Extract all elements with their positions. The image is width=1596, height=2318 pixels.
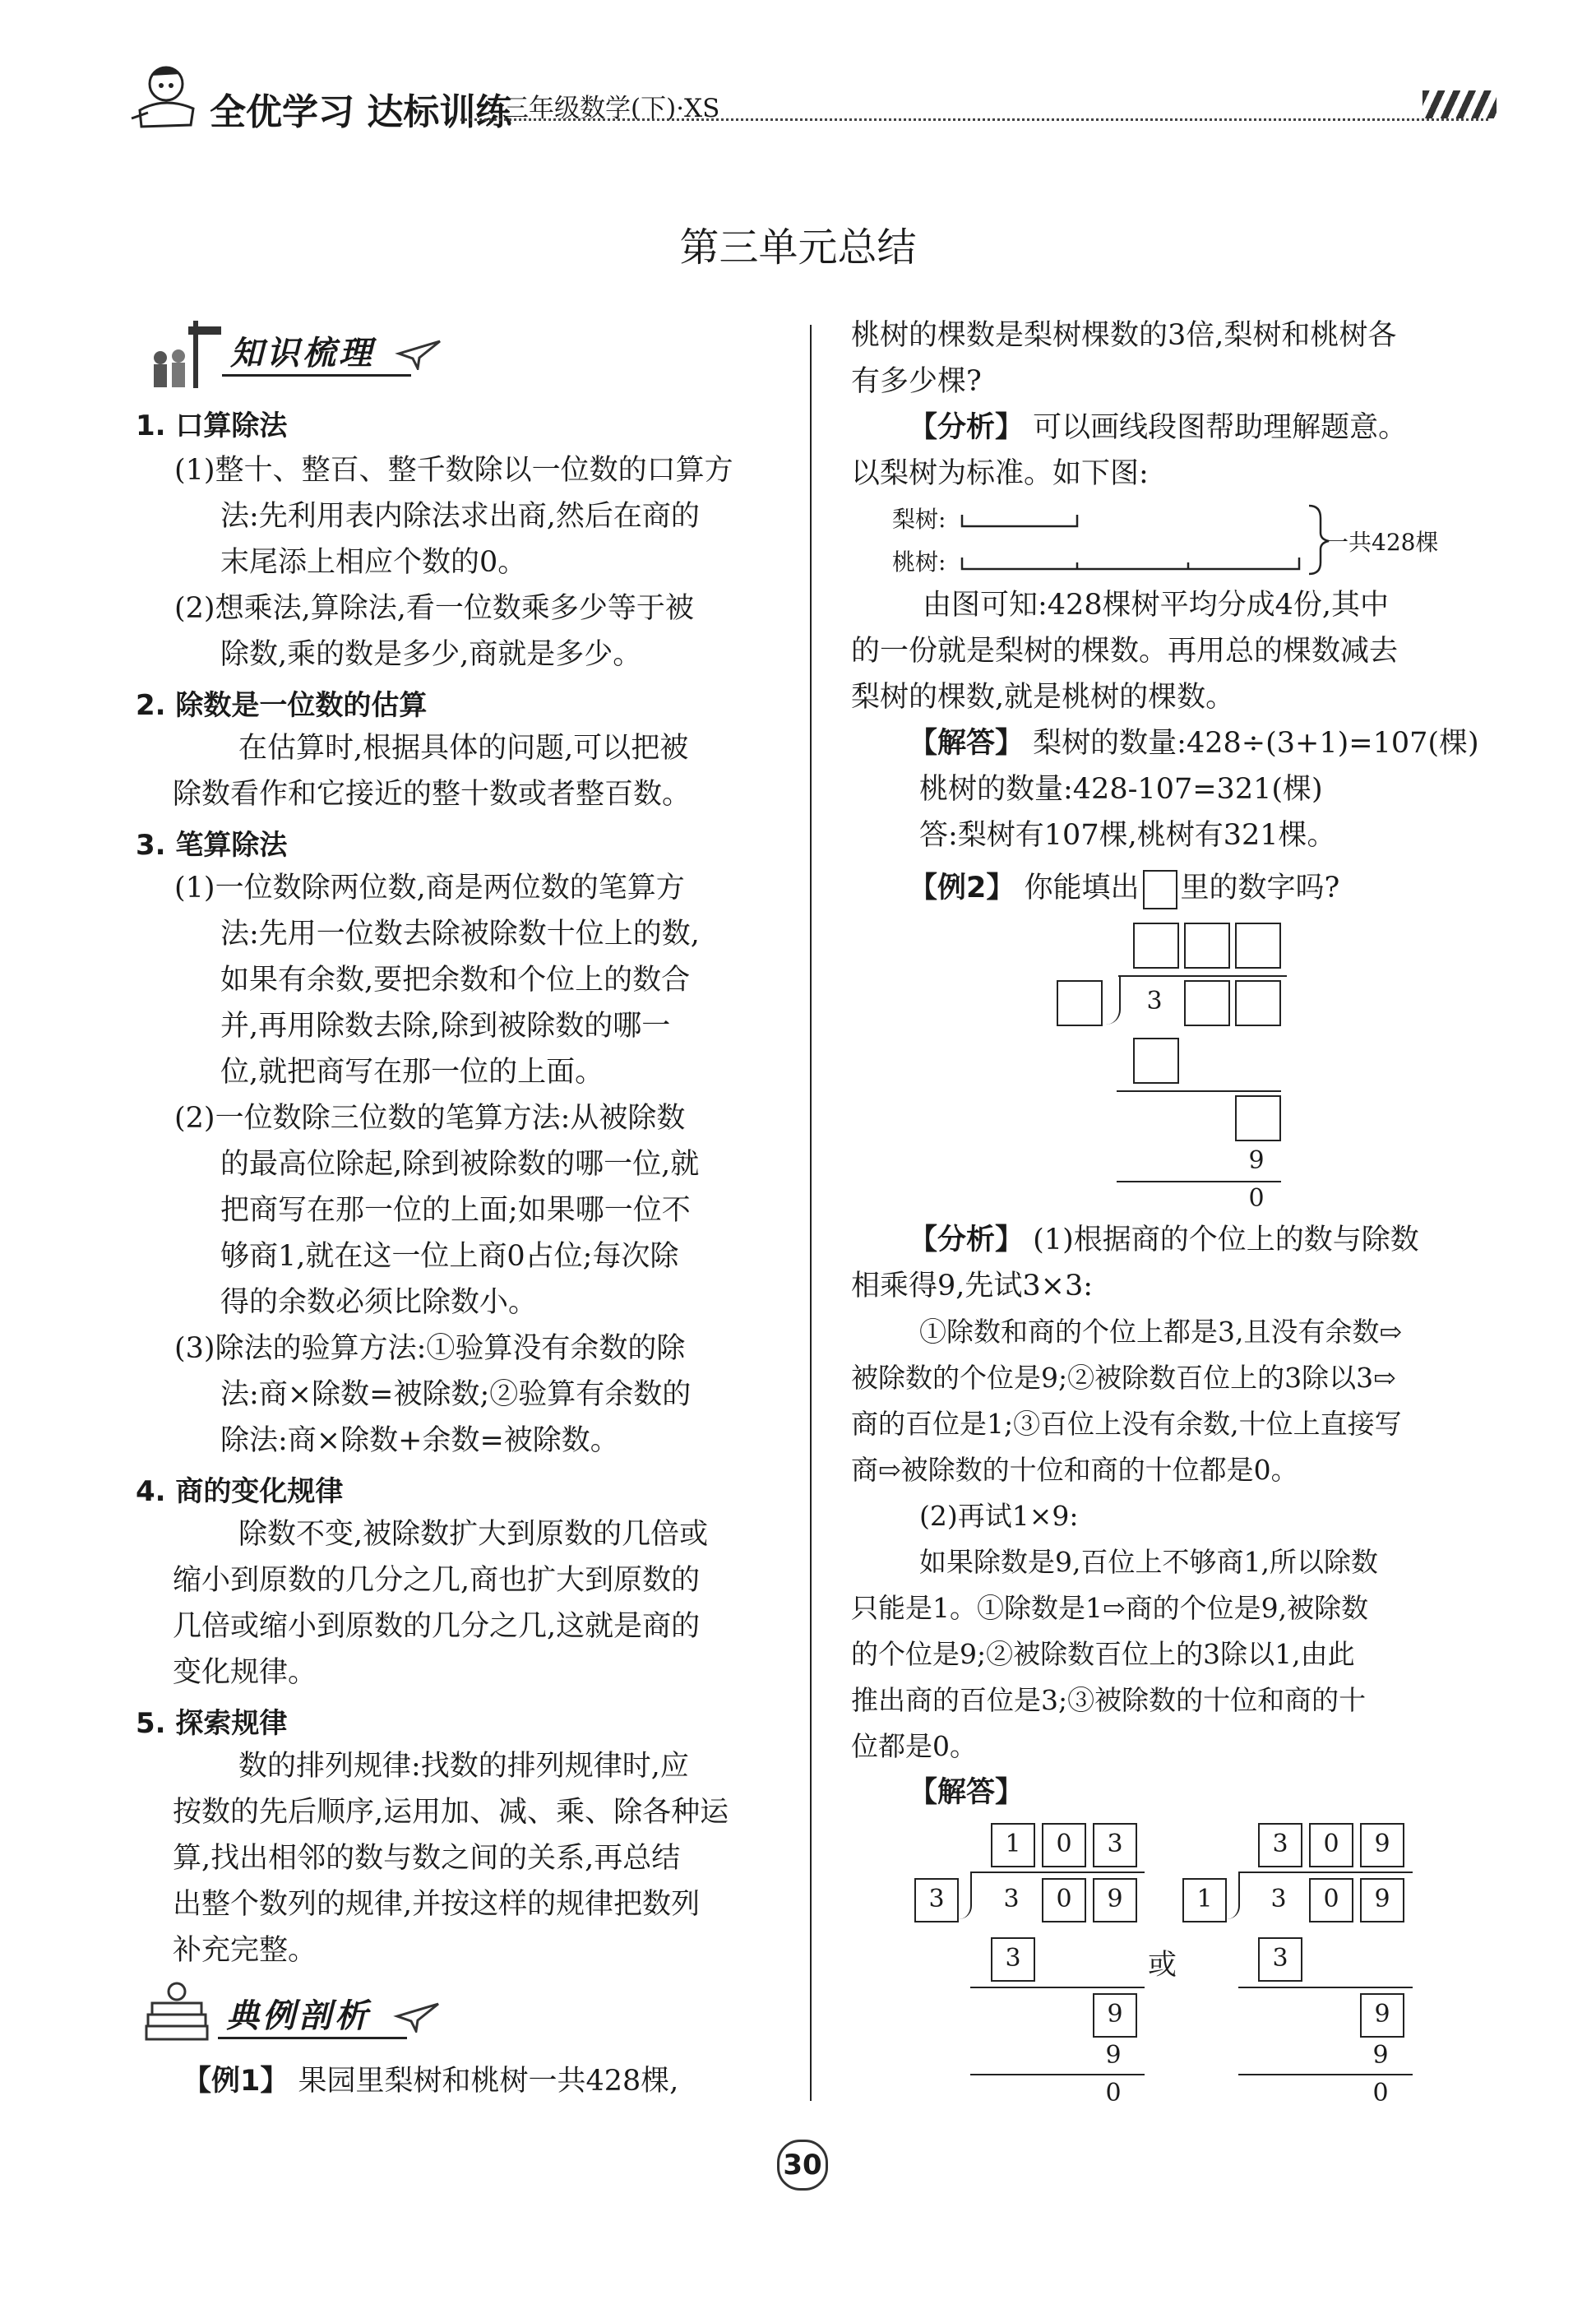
k-3c-1: (3)除法的验算方法:①验算没有余数的除 — [174, 1332, 686, 1365]
header-brand: 全优学习 达标训练 — [210, 91, 512, 133]
example1-analysis-1 — [909, 405, 1558, 451]
analysis-tag: 【分析】 — [909, 411, 1025, 444]
dividend-digit-3: 3 — [1146, 987, 1163, 1016]
ex2-a1-3: ①除数和商的个位上都是3,且没有余数⇨ — [919, 1316, 1403, 1348]
sol2-r: 0 — [1372, 2079, 1389, 2107]
blank-divisor[interactable] — [1057, 980, 1103, 1026]
sol2-d1: 3 — [1270, 1885, 1287, 1913]
k-5-4: 出整个数列的规律,并按这样的规律把数列 — [173, 1888, 701, 1921]
mascot-icon — [115, 59, 206, 133]
sol2-line2 — [1238, 2074, 1413, 2075]
section-underline — [222, 374, 411, 377]
example1-text-2: 桃树的棵数是梨树棵数的3倍,梨树和桃树各 — [851, 319, 1397, 352]
answer-tag: 【解答】 — [909, 727, 1025, 760]
sol1-d2: 0 — [1042, 1878, 1086, 1922]
division-bar — [1118, 975, 1287, 977]
ex2-a2-5: 推出商的百位是3;③被除数的十位和商的十 — [851, 1684, 1367, 1716]
heading-2: 2. 除数是一位数的估算 — [136, 689, 428, 722]
section-examples-title: 典例剖析 — [226, 1997, 371, 2035]
sol2-d3: 9 — [1360, 1878, 1404, 1922]
ex2-a2-3: 只能是1。①除数是1⇨商的个位是9,被除数 — [851, 1592, 1369, 1624]
blank-sub-2[interactable] — [1235, 1095, 1281, 1141]
page-number: 30 — [777, 2140, 828, 2191]
answer-1 — [909, 720, 1566, 766]
ex2-a1-5: 商的百位是1;③百位上没有余数,十位上直接写 — [851, 1408, 1402, 1440]
sol2-s3: 9 — [1372, 2041, 1389, 2070]
label-pear: 梨树: — [892, 506, 946, 533]
sol2-bar — [1238, 1872, 1413, 1873]
k-1a-1: (1)整十、整百、整千数除以一位数的口算方 — [174, 454, 733, 487]
sol2-q1: 3 — [1258, 1823, 1302, 1867]
sol1-divisor: 3 — [914, 1878, 959, 1922]
sub-line-2 — [1117, 1181, 1281, 1182]
k-5-5: 补充完整。 — [173, 1934, 317, 1967]
books-icon — [132, 1973, 222, 2047]
or-text: 或 — [1148, 1949, 1177, 1982]
sol2-d2: 0 — [1309, 1878, 1353, 1922]
sol2-line1 — [1238, 1987, 1413, 1988]
blank-quotient-1[interactable] — [1133, 923, 1179, 969]
header-dotted-line — [460, 118, 1488, 121]
sub-digit-9: 9 — [1248, 1146, 1265, 1175]
sol1-d1: 3 — [1003, 1885, 1020, 1913]
blank-dividend-3[interactable] — [1235, 980, 1281, 1026]
sol2-bracket — [1227, 1872, 1240, 1919]
k-3b-1: (2)一位数除三位数的笔算方法:从被除数 — [174, 1102, 686, 1135]
k-3a-4: 并,再用除数去除,除到被除数的哪一 — [220, 1010, 671, 1043]
sol1-bracket — [959, 1872, 972, 1919]
explain-1: 由图可知:428棵树平均分成4份,其中 — [923, 589, 1389, 622]
k-3c-2: 法:商×除数=被除数;②验算有余数的 — [220, 1378, 692, 1411]
k-4-1: 除数不变,被除数扩大到原数的几倍或 — [238, 1518, 709, 1551]
plane-icon — [393, 1992, 442, 2033]
k-5-1: 数的排列规律:找数的排列规律时,应 — [238, 1750, 689, 1783]
signpost-icon — [136, 317, 226, 391]
k-1b-1: (2)想乘法,算除法,看一位数乘多少等于被 — [174, 592, 694, 625]
k-3b-3: 把商写在那一位的上面;如果哪一位不 — [220, 1194, 691, 1227]
header-stripes-icon — [1423, 90, 1497, 118]
heading-5: 5. 探索规律 — [136, 1707, 288, 1740]
header-subtitle: 三年级数学(下)·XS — [503, 94, 720, 123]
k-1b-2: 除数,乘的数是多少,商就是多少。 — [220, 638, 642, 671]
sol2-s2: 9 — [1360, 1993, 1404, 2038]
remainder-digit-0: 0 — [1248, 1184, 1265, 1213]
k-3a-5: 位,就把商写在那一位的上面。 — [220, 1056, 604, 1089]
section-knowledge-title: 知识梳理 — [230, 335, 375, 372]
ex2-a1-6: 商⇨被除数的十位和商的十位都是0。 — [851, 1454, 1298, 1486]
k-4-3: 几倍或缩小到原数的几分之几,这就是商的 — [173, 1610, 701, 1643]
example1-text-3: 有多少棵? — [851, 365, 982, 398]
k-2-1: 在估算时,根据具体的问题,可以把被 — [238, 732, 689, 765]
analysis-text: 可以画线段图帮助理解题意。 — [1033, 411, 1408, 444]
k-3c-3: 除法:商×除数+余数=被除数。 — [220, 1424, 619, 1457]
analysis-tag: 【分析】 — [909, 1224, 1025, 1256]
k-1a-3: 末尾添上相应个数的0。 — [220, 546, 527, 579]
example1-text-1 — [183, 2058, 807, 2104]
sol1-line2 — [970, 2074, 1145, 2075]
sub-line-1 — [1117, 1090, 1281, 1092]
k-4-2: 缩小到原数的几分之几,商也扩大到原数的 — [173, 1564, 701, 1597]
k-3b-2: 的最高位除起,除到被除数的哪一位,就 — [220, 1148, 700, 1181]
k-4-4: 变化规律。 — [173, 1656, 317, 1689]
sol1-line1 — [970, 1987, 1145, 1988]
example2-question — [909, 865, 1534, 911]
heading-3: 3. 笔算除法 — [136, 829, 288, 862]
ex2-a1-4: 被除数的个位是9;②被除数百位上的3除以3⇨ — [851, 1362, 1396, 1394]
sol1-q3: 3 — [1093, 1823, 1137, 1867]
k-3a-3: 如果有余数,要把余数和个位上的数合 — [220, 964, 691, 997]
ex2-answer-tag: 【解答】 — [909, 1776, 1025, 1809]
ex2-a1-2: 相乘得9,先试3×3: — [851, 1270, 1094, 1302]
ex2-analysis-1 — [909, 1217, 1558, 1263]
k-5-2: 按数的先后顺序,运用加、减、乘、除各种运 — [173, 1796, 729, 1829]
example1-tag: 【例1】 — [183, 2065, 289, 2098]
sol1-q1: 1 — [991, 1823, 1035, 1867]
k-1a-2: 法:先利用表内除法求出商,然后在商的 — [220, 500, 700, 533]
blank-sub-1[interactable] — [1133, 1038, 1179, 1084]
sol1-r: 0 — [1105, 2079, 1122, 2107]
heading-4: 4. 商的变化规律 — [136, 1475, 344, 1508]
heading-1: 1. 口算除法 — [136, 409, 288, 442]
blank-dividend-2[interactable] — [1184, 980, 1230, 1026]
k-3a-1: (1)一位数除两位数,商是两位数的笔算方 — [174, 872, 685, 905]
k-5-3: 算,找出相邻的数与数之间的关系,再总结 — [173, 1842, 681, 1875]
answer-text: 梨树的数量:428÷(3+1)=107(棵) — [1033, 727, 1479, 760]
page-title: 第三单元总结 — [679, 224, 917, 271]
sol1-s2: 9 — [1093, 1993, 1137, 2038]
sol1-s3: 9 — [1105, 2041, 1122, 2070]
answer-2: 桃树的数量:428-107=321(棵) — [919, 773, 1323, 806]
sol1-s1: 3 — [991, 1937, 1035, 1982]
total-label: 一共428棵 — [1325, 529, 1439, 556]
line-segment-diagram — [954, 502, 1381, 576]
ex2-a2-2: 如果除数是9,百位上不够商1,所以除数 — [919, 1546, 1378, 1578]
explain-3: 梨树的棵数,就是桃树的棵数。 — [851, 681, 1235, 714]
k-3a-2: 法:先用一位数去除被除数十位上的数, — [220, 918, 700, 951]
section-underline — [218, 2037, 407, 2039]
sol2-q2: 0 — [1309, 1823, 1353, 1867]
k-3b-4: 够商1,就在这一位上商0占位;每次除 — [220, 1240, 679, 1273]
sol1-bar — [970, 1872, 1145, 1873]
sol2-s1: 3 — [1258, 1937, 1302, 1982]
ex2-a2-1: (2)再试1×9: — [919, 1500, 1079, 1532]
example1-question: 果园里梨树和桃树一共428棵, — [298, 2065, 679, 2098]
question-text-b: 里的数字吗? — [1180, 872, 1340, 905]
division-bracket — [1106, 975, 1121, 1025]
label-peach: 桃树: — [892, 548, 946, 576]
blank-box-icon — [1143, 870, 1177, 909]
analysis-text: (1)根据商的个位上的数与除数 — [1033, 1224, 1419, 1256]
sol2-divisor: 1 — [1182, 1878, 1227, 1922]
example1-analysis-2: 以梨树为标准。如下图: — [851, 457, 1149, 490]
sol2-q3: 9 — [1360, 1823, 1404, 1867]
sol1-q2: 0 — [1042, 1823, 1086, 1867]
blank-quotient-2[interactable] — [1184, 923, 1230, 969]
answer-3: 答:梨树有107棵,桃树有321棵。 — [919, 819, 1336, 852]
ex2-a2-6: 位都是0。 — [851, 1730, 977, 1762]
example2-tag: 【例2】 — [909, 872, 1015, 905]
plane-icon — [395, 329, 444, 370]
blank-quotient-3[interactable] — [1235, 923, 1281, 969]
explain-2: 的一份就是梨树的棵数。再用总的棵数减去 — [851, 635, 1399, 668]
k-3b-5: 得的余数必须比除数小。 — [220, 1286, 538, 1319]
ex2-a2-4: 的个位是9;②被除数百位上的3除以1,由此 — [851, 1638, 1355, 1670]
question-text-a: 你能填出 — [1024, 872, 1140, 905]
k-2-2: 除数看作和它接近的整十数或者整百数。 — [173, 778, 692, 811]
sol1-d3: 9 — [1093, 1878, 1137, 1922]
